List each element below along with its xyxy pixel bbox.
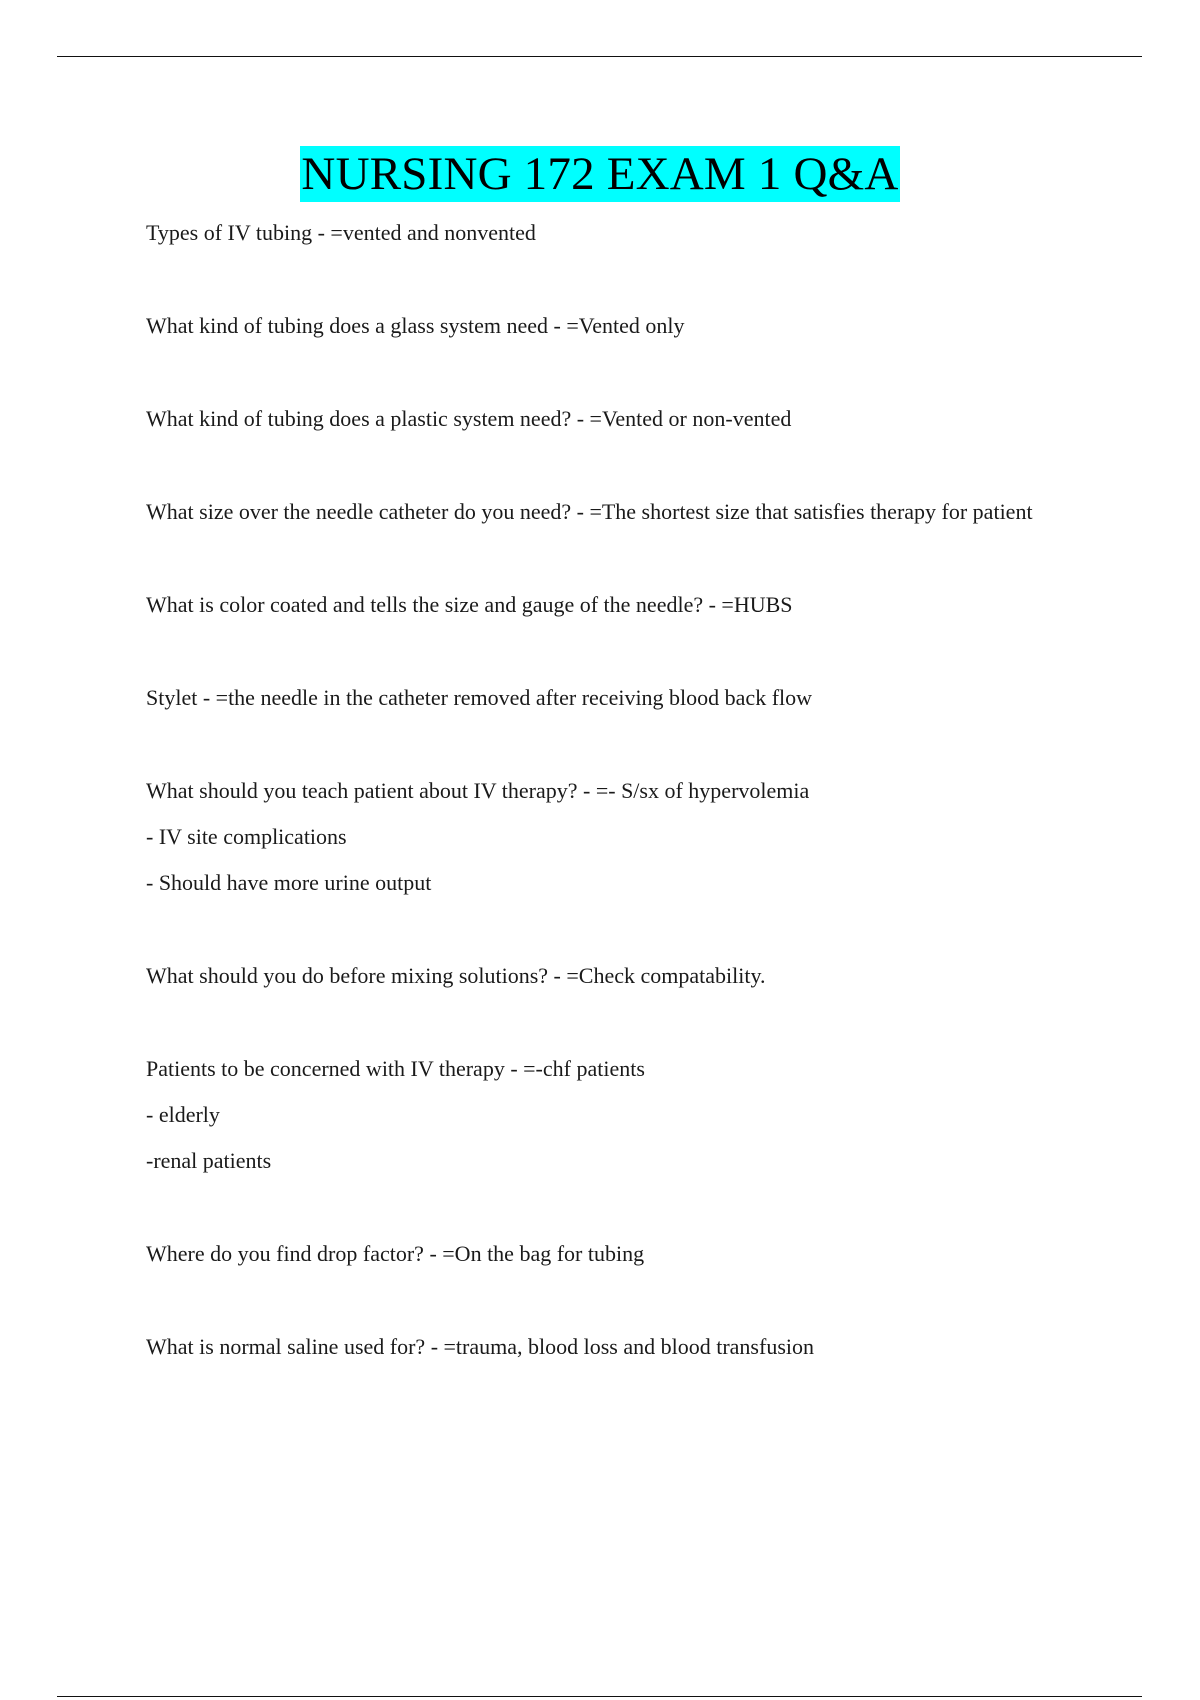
qa-item bbox=[146, 218, 1066, 248]
qa-line: Types of IV tubing - =vented and nonvented bbox=[146, 220, 536, 245]
qa-line: What kind of tubing does a plastic system need? - =Vented or non-vented bbox=[146, 406, 792, 431]
qa-line: Stylet - =the needle in the catheter removed after receiving blood back flow bbox=[146, 685, 813, 710]
qa-list bbox=[146, 218, 1066, 1362]
bottom-rule bbox=[57, 1696, 1142, 1697]
qa-line: Where do you find drop factor? - =On the bag for tubing bbox=[146, 1241, 645, 1266]
qa-item bbox=[146, 683, 1066, 713]
qa-line: - elderly bbox=[146, 1102, 220, 1127]
qa-item bbox=[146, 404, 1066, 434]
qa-line: What should you teach patient about IV therapy? - =- S/sx of hypervolemia bbox=[146, 778, 810, 803]
qa-item bbox=[146, 311, 1066, 341]
title-container bbox=[0, 146, 1200, 202]
qa-line: -renal patients bbox=[146, 1148, 272, 1173]
qa-item bbox=[146, 961, 1066, 991]
document-title: NURSING 172 EXAM 1 Q&A bbox=[301, 148, 899, 200]
qa-line: What should you do before mixing solutions? - =Check compatability. bbox=[146, 963, 766, 988]
qa-line: - IV site complications bbox=[146, 824, 347, 849]
qa-item bbox=[146, 1332, 1066, 1362]
qa-item bbox=[146, 776, 1066, 898]
qa-line: What size over the needle catheter do you need? - =The shortest size that satisfies therapy for patient bbox=[146, 499, 1033, 524]
top-rule bbox=[57, 56, 1142, 57]
qa-line: Patients to be concerned with IV therapy - =-chf patients bbox=[146, 1056, 645, 1081]
qa-line: What kind of tubing does a glass system need - =Vented only bbox=[146, 313, 685, 338]
qa-item bbox=[146, 590, 1066, 620]
qa-item bbox=[146, 497, 1066, 527]
qa-line: What is color coated and tells the size and gauge of the needle? - =HUBS bbox=[146, 592, 793, 617]
qa-line: - Should have more urine output bbox=[146, 870, 432, 895]
qa-item bbox=[146, 1054, 1066, 1176]
qa-item bbox=[146, 1239, 1066, 1269]
qa-line: What is normal saline used for? - =trauma, blood loss and blood transfusion bbox=[146, 1334, 814, 1359]
